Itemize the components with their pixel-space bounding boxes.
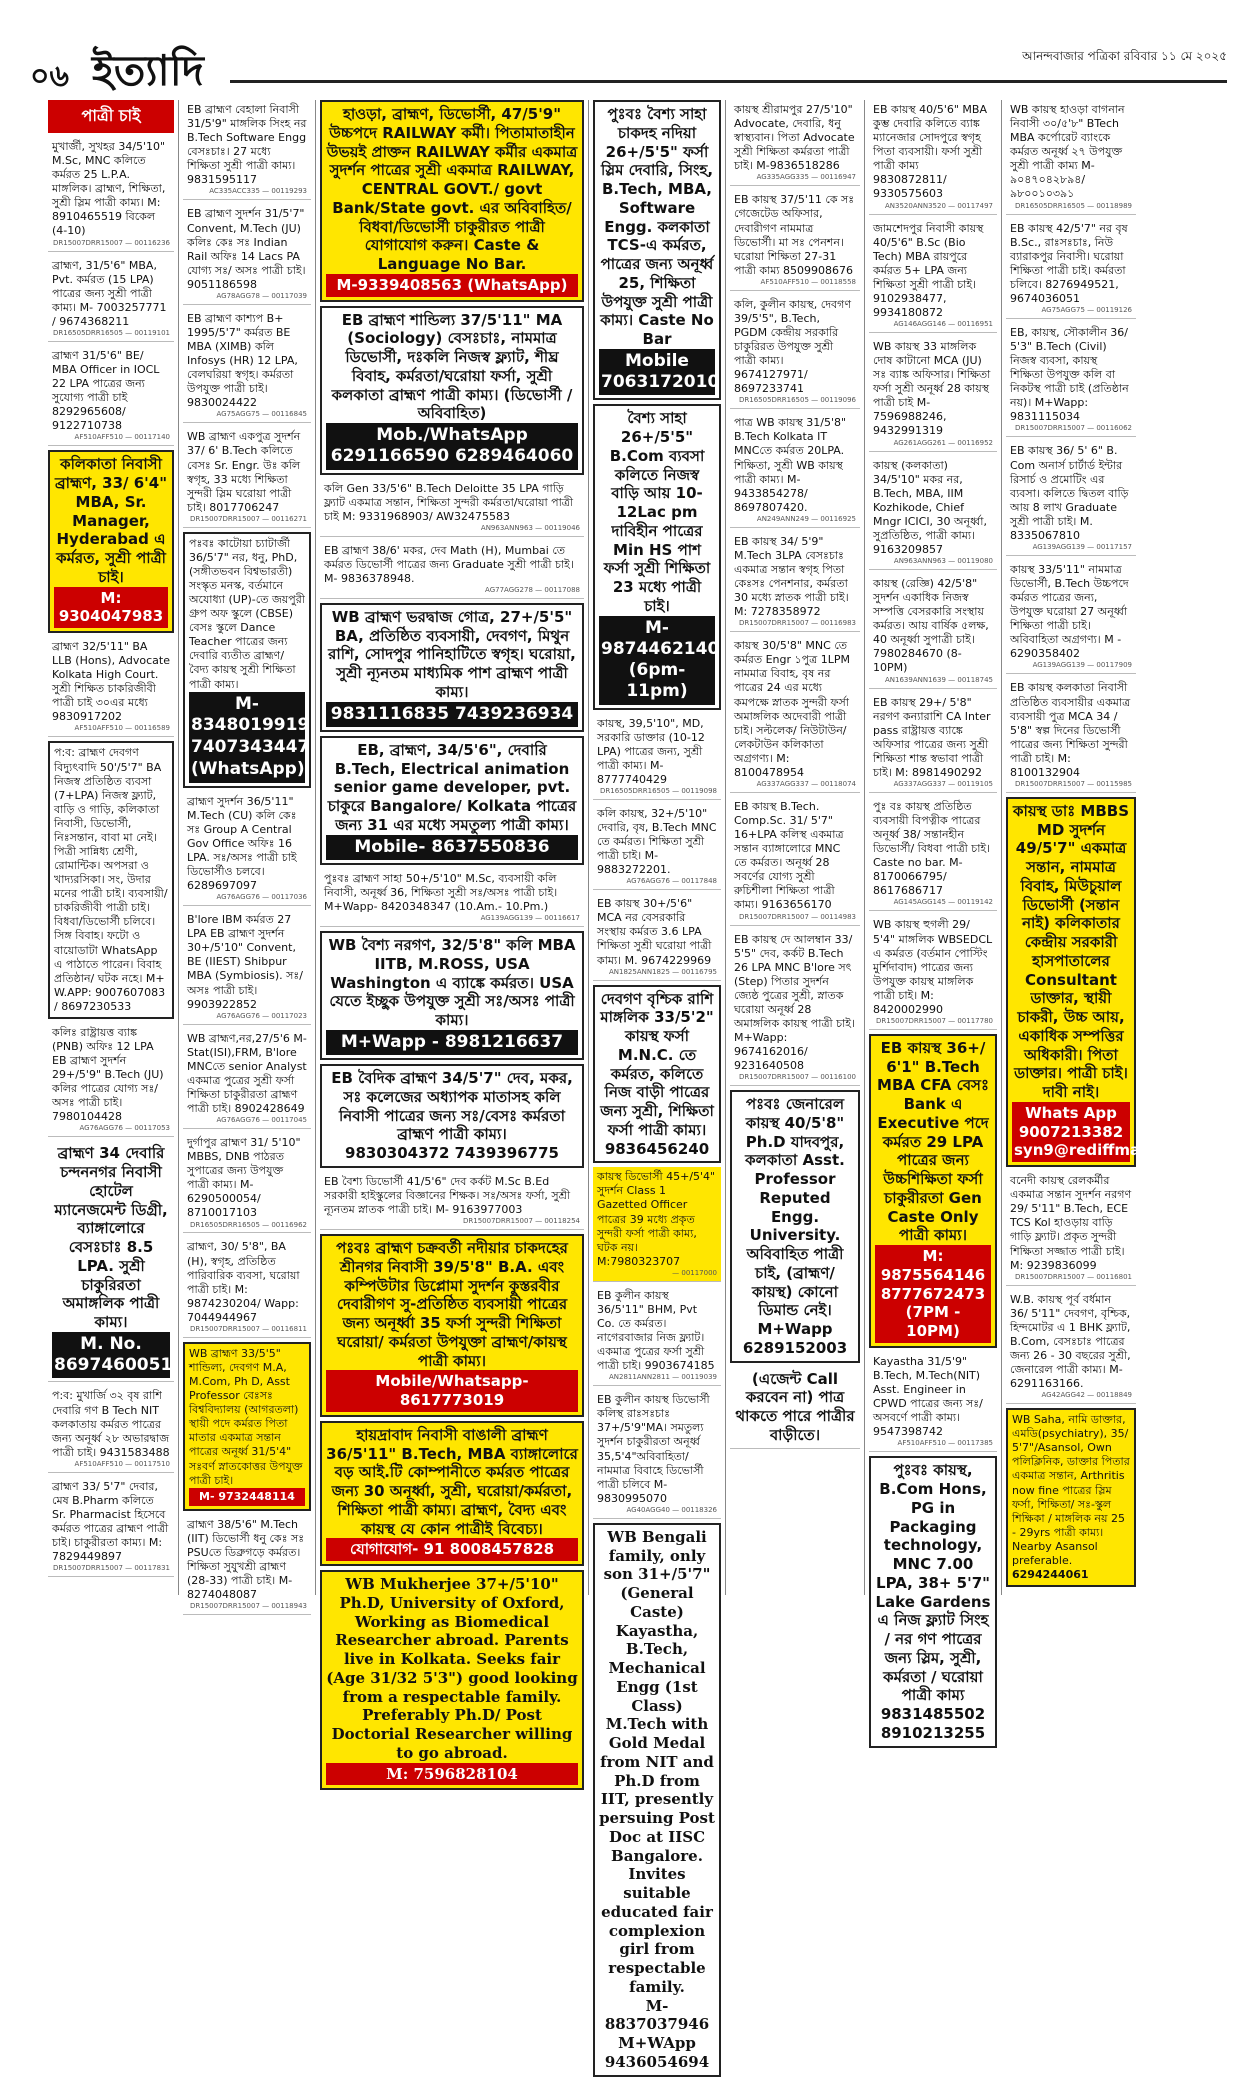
ad-text: কায়স্থ ডাঃ MBBS MD সুদর্শন 49/5'7" একমাত্র সন্তান, নামমাত্র বিবাহ, মিউচুয়াল ডিভোর্সী (সন্তান নাই) কলিকাতার কেন্দ্রীয় সরকারী হাসপাতালের Consultant ডাক্তার, স্থায়ী চাকরী, উচ্চ আয়, একাধিক সম্পত্তির অধিকারী। পিতা ডাক্তার। পাত্রী চাই। দাবী নাই।	[1012, 801, 1130, 1102]
ad-code: AG76AGG76 — 00117045	[216, 1116, 307, 1125]
classified-ad	[48, 137, 174, 252]
classified-ad	[869, 797, 997, 912]
classified-ad	[730, 190, 860, 290]
ad-text: B'lore IBM কর্মরত 27 LPA EB ব্রাহ্মণ সুদর্শন 30+/5'10" Convent, BE (IIEST) Shibpur MBA (Symbiosis). সঃ/অসঃ পাত্রী চাই। 9903922852	[187, 913, 303, 1011]
classified-ad	[48, 637, 174, 737]
ad-text: ব্রাহ্মণ 38/5'6" M.Tech (IIT) ডিভোর্সী ধনু কেঃ সঃ PSUতে ডিব্রুগড়ে কর্মরত। শিক্ষিতা সুযুখশ্রী ব্রাহ্মণ (28-33) পাত্রী চাই। M- 8274048087	[187, 1517, 305, 1602]
classified-ad	[320, 100, 584, 302]
classified-ad	[1006, 797, 1191, 1167]
ad-code: DR16505DRR16505 — 00118989	[1015, 201, 1132, 210]
classified-ad	[183, 910, 311, 1025]
ad-code: AF510AFF510 — 00117385	[897, 1439, 993, 1448]
classified-ad	[730, 295, 860, 410]
classified-ad	[183, 1515, 311, 1615]
classified-ad	[183, 532, 311, 788]
ad-code: AG337AGG337 — 00119105	[893, 779, 993, 788]
classified-ad	[869, 100, 997, 215]
ad-code: DR15007DRR15007 — 00116062	[1015, 424, 1132, 433]
ad-code: DR16505DRR16505 — 00119098	[600, 786, 717, 795]
classified-ad	[730, 532, 860, 632]
classified-ad	[183, 1133, 311, 1233]
classified-ad	[320, 1172, 584, 1230]
ad-text: WB Bengali family, only son 31+/5'7" (General Caste) Kayastha, B.Tech, Mechanical Engg (1st Class) M.Tech with Gold Medal from NIT and Ph.D from IIT, presently persuing Post Doc at IISC Bangalore. Invites suitable educated fair complexion girl from respectable family.	[599, 1527, 715, 1996]
ad-text: EB বৈশ্য ডিভোর্সী 41/5'6" দেব কর্কট M.Sc B.Ed সরকারী হাইস্কুলের বিজ্ঞানের শিক্ষক। সঃ/অসঃ ফর্সা, সুশ্রী ন্যূনতম স্নাতক পাত্রী চাই। M- 9163977003	[324, 1174, 571, 1216]
classified-ad	[730, 1367, 860, 1449]
ad-text: EB, ব্রাহ্মণ, 34/5'6", দেবারি B.Tech, Electrical animation senior game developer, pvt. চাকুরে Bangalore/ Kolkata পাত্রের জন্য 31 এর মধ্যে সমতুল্য পাত্রী কাম্য।	[327, 740, 577, 834]
ad-text: ব্রাহ্মণ 33/ 5'7" দেবার, মেষ B.Pharm কলিতে Sr. Pharmacist হিসেবে কর্মরত পাত্রের ব্রাহ্মণ পাত্রী চাই। চাকুরীরতা কাম্য। M: 7829449897	[52, 1479, 169, 1564]
classified-ad	[48, 1477, 174, 1577]
classified-ad	[869, 1034, 997, 1348]
ad-text: দুর্গাপুর ব্রাহ্মণ 31/ 5'10" MBBS, DNB পাঠরত সুপাত্রের জন্য উপযুক্ত পাত্রী কাম্য। M- 6290500054/ 8710017103	[187, 1136, 301, 1220]
classified-ad	[593, 100, 721, 400]
ad-phone: M-9874462140 (6pm-11pm)	[599, 616, 715, 705]
ad-phone: 6294244061	[1012, 1568, 1089, 1582]
ad-text: EB কায়স্থ B.Tech. Comp.Sc. 31/ 5'7" 16+LPA কলিস্থ একমাত্র সন্তান ব্যাঙ্গালোরে MNC তে কর্মরত। অনূর্ধ্ব 28 সবর্ণের যোগ্য সুশ্রী রুচিশীলা শিক্ষিতা পাত্রী কাম্য। 9163656170	[734, 799, 844, 912]
ad-code: AG139AGG139 — 00116617	[480, 914, 580, 923]
classified-ad	[593, 985, 721, 1164]
ad-text: WB Mukherjee 37+/5'10" Ph.D, University of Oxford, Working as Biomedical Researcher abroad. Parents live in Kolkata. Seeks fair (Age 31/32 5'3") good looking from a respectable family. Preferably Ph.D/ Post Doctorial Researcher willing to go abroad.	[326, 1575, 578, 1762]
ad-text: কায়স্থ 33/5'11" নামমাত্র ডিভোর্সী, B.Tech উচ্চপদে কর্মরত পাত্রের জন্য, উপযুক্ত ঘরোয়া 27 অনূর্ধ্বা শিক্ষিতা পাত্রী চাই। অবিবাহিতা অগ্রগণ্য। M - 6290358402	[1010, 562, 1129, 661]
ad-text: কায়স্থ, 39,5'10", MD, সরকারি ডাক্তার (10-12 LPA) পাত্রের জন্য, সুশ্রী পাত্রী কাম্য। M- 8777740429	[597, 716, 705, 786]
ad-text: জামশেদপুর নিবাসী কায়স্থ 40/5'6" B.Sc (Bio Tech) MBA রায়পুরে কর্মরত 5+ LPA জন্য শিক্ষিতা সুশ্রী পাত্রী চাই। 9102938477, 9934180872	[873, 221, 984, 319]
classified-ad	[869, 219, 997, 334]
ad-text: EB কুলীন কায়স্থ ডিভোর্সী কলিস্থ রাঃসঃচাঃ 37+/5'9"MA। সমতুল্য সুদর্শন চাকুরীরতা অনূর্ধ্ব 35,5'4"অবিবাহিতা/ নামমাত্র বিবাহে ডিভোর্সী পাত্রী চলিবে M-9830995070	[597, 1393, 710, 1505]
ad-phone: M-9339408563 (WhatsApp)	[326, 274, 578, 297]
column-6	[865, 100, 1002, 1742]
ad-text: EB ব্রাহ্মণ 38/6' মকর, দেব Math (H), Mumbai তে কর্মরত ডিভোর্সী পাত্রের জন্য Graduate সুশ্রী পাত্রী চাই। M- 9836378948.	[324, 543, 574, 585]
ad-code: DR15007DRR15007 — 00118254	[463, 1217, 580, 1226]
ad-text: WB ব্রাহ্মণ,নর,27/5'6 M-Stat(ISI),FRM, B'lore MNCতে senior Analyst একমাত্র পুত্রের সুশ্রী ফর্সা শিক্ষিতা চাকুরীরতা ব্রাহ্মণ পাত্রী চাই। 8902428649	[187, 1031, 307, 1116]
ad-text: কলি, কুলীন কায়স্থ, দেবগণ 39/5'5", B.Tech, PGDM কেন্দ্রীয় সরকারি চাকুরিরত উপযুক্ত সুশ্রী পাত্রী কাম্য। 9674127971/ 8697233741	[734, 297, 851, 396]
classified-ad	[593, 1286, 721, 1386]
ad-text: EB ব্রাহ্মণ সুদর্শন 31/5'7" Convent, M.Tech (JU) কলিঃ কেঃ সঃ Indian Rail অফিঃ 14 Lacs PA যোগ্য সঃ/ অসঃ পাত্রী চাই। 9051186598	[187, 207, 306, 291]
classified-ad	[869, 1456, 997, 1747]
classified-ad	[48, 256, 174, 342]
ad-text: কায়স্থ ডিভোর্সী 45+/5'4" সুদর্শন Class 1 Gazetted Officer পাত্রের 39 মধ্যে প্রকৃত সুন্দরী ফর্সা পাত্রী কাম্য, ঘটক নয়। M:7980323707	[597, 1170, 716, 1268]
ad-text: WB কায়স্থ হুগলী 29/ 5'4" মাঙ্গলিক WBSEDCL এ কর্মরত (বর্তমান পোস্টিং মুর্শিদাবাদ) পাত্রের জন্য উপযুক্ত কায়স্থ মাঙ্গলিক পাত্রী চাই। M: 8420002990	[873, 918, 993, 1016]
ad-text: কায়স্থ (রেজ্ঞি) 42/5'8" সুদর্শন একাধিক নিজস্ব সম্পত্তি বেসরকারি সংস্থায় কর্মরত। আয় বার্ষিক ৫লক্ষ, 40 অনূর্ধ্বা সুপাত্রী চাই। 7980284670 (8-10PM)	[873, 577, 989, 675]
classified-ad	[48, 450, 174, 633]
ad-text: পঃবঃ ব্রাহ্মণ চক্রবর্তী নদীয়ার চাকদহের শ্রীনগর নিবাসী 39/5'8" B.A. এবং কম্পিউটার ডিপ্লোমা সুদর্শন কুস্তরবীর দেবারীগণ সু-প্রতিষ্ঠিত ব্যবসায়ী পাত্রের জন্য অনূর্ধ্বা 35 ফর্সা সুন্দরী শিক্ষিতা ঘরোয়া/ কর্মরতা উপযুক্তা ব্রাহ্মণ/কায়স্থ পাত্রী কাম্য।	[336, 1239, 568, 1370]
ad-phone: M: 9875564146 8777672473 (7PM - 10PM)	[875, 1245, 991, 1343]
classified-ad	[730, 413, 860, 528]
ad-code: AN963ANN963 — 00119046	[480, 523, 580, 532]
classified-ad	[320, 869, 584, 927]
ad-text: EB ব্রাহ্মণ কাশ্যপ B+ 1995/5'7" কর্মরত BE MBA (XIMB) কলি Infosys (HR) 12 LPA, বেলঘরিয়া স্বগৃহ। কর্মরতা উপযুক্ত পাত্রী চাই। 9830024422	[187, 311, 298, 410]
ad-code: AN1825ANN1825 — 00116795	[609, 967, 717, 976]
ad-text: পুঃ বঃ কায়স্থ প্রতিষ্ঠিত ব্যবসায়ী বিপত্নীক পাত্রের অনূর্ধ্ব 38/ সন্তানহীন ডিভোর্সী/ বিধবা পাত্রী চাই। Caste no bar. M-8170066795/ 8617686717	[873, 799, 991, 898]
ad-text: কলিকাতা নিবাসী ব্রাহ্মণ, 33/ 6'4" MBA, Sr. Manager, Hyderabad এ কর্মরত, সুশ্রী পাত্রী চাই।	[54, 455, 168, 586]
classified-ad	[183, 309, 311, 424]
ad-text: ব্রাহ্মণ 34 দেবারি চন্দননগর নিবাসী হোটেল ম্যানেজমেন্ট ডিগ্রী, ব্যাঙ্গালোরে বেসঃচাঃ 8.5 LPA. সুশ্রী চাকুরিরতা অমাঙ্গলিক পাত্রী কাম্য।	[54, 1144, 168, 1332]
ad-code: DR16505DRR16505 — 00116962	[190, 1220, 307, 1229]
classified-ad	[320, 306, 584, 475]
ad-text: EB কায়স্থ 30+/5'6" MCA নর বেসরকারি সংস্থায় কর্মরত 3.6 LPA শিক্ষিতা সুশ্রী ঘরোয়া পাত্রী কাম্য। M. 9674229969	[597, 897, 712, 967]
classified-ad	[1006, 100, 1136, 215]
ad-text: EB ব্রাহ্মণ বেহালা নিবাসী 31/5'9" মাঙ্গলিক সিংহ নর B.Tech Software Engg বেসঃচাঃ। 27 মধ্যে শিক্ষিতা সুশ্রী পাত্রী কাম্য। 9831595117	[187, 103, 307, 187]
ad-text: প:ব: মুখার্জি ৩২ বৃষ রাশি দেবারি গণ B Tech NIT কলকাতায় কর্মরত পাত্রের জন্য অনূর্ধ্ব ২৮ অভারদ্বাজ পাত্রী চাই। 9431583488	[52, 1389, 170, 1459]
classified-ad	[1006, 1171, 1136, 1286]
ad-code: DR15007DRR15007 — 00116811	[190, 1324, 307, 1333]
ad-text: ব্রাহ্মণ, 31/5'6" MBA, Pvt. কর্মরত (15 LPA) পাত্রের জন্য সুশ্রী পাত্রী কাম্য। M- 7003257771 / 9674368211	[52, 258, 167, 328]
ad-text: EB কায়স্থ 36/ 5' 6" B. Com অনার্স চার্টার্ড ইন্টার রিসার্চ ও প্রমোটিং এর ব্যবসা। কলিতে দ্বিতল বাড়ি আয় 8 লাখ Graduate সুশ্রী পাত্রী চাই। M. 8335067810	[1010, 444, 1129, 542]
classified-ad	[320, 736, 584, 865]
ad-code: AG146AGG146 — 00116951	[893, 320, 993, 329]
ad-text: দেবগণ বৃশ্চিক রাশি মাঙ্গলিক 33/5'2" কায়স্থ ফর্সা M.N.C. তে কর্মরত, কলিতে নিজ বাড়ী পাত্রের জন্য সুশ্রী, শিক্ষিতা ফর্সা পাত্রী কাম্য।	[600, 989, 714, 1139]
ad-text: বৈশ্য সাহা 26+/5'5" B.Com ব্যবসা কলিতে নিজস্ব বাড়ি আয় 10-12Lac pm দাবিহীন পাত্রের Min HS পাশ ফর্সা সুশ্রী শিক্ষিতা 23 মধ্যে পাত্রী চাই।	[603, 409, 711, 615]
ad-text: EB কায়স্থ 29+/ 5'8" নরগণ কন্যারাশি CA Inter pass রাষ্ট্রায়ত্ত ব্যাঙ্কে অফিসার পাত্রের জন্য সুশ্রী শিক্ষিতা শান্ত স্বভাবা পাত্রী চাই। M: 8981490292	[873, 695, 991, 779]
ad-text: EB, কায়স্থ, সৌকালীন 36/ 5'3" B.Tech (Civil) নিজস্ব ব্যবসা, কায়স্থ শিক্ষিতা উপযুক্ত কলি বা নিকটস্থ পাত্রী চাই (প্রতিষ্ঠান নয়)। M+Wapp: 9831115034	[1010, 325, 1129, 424]
column-2	[179, 100, 316, 1611]
classified-ad	[183, 792, 311, 907]
ad-code: AG139AGG139 — 00117157	[1032, 542, 1132, 551]
ad-code: AF510AFF510 — 00116589	[74, 724, 170, 733]
classified-ad	[183, 100, 311, 200]
ad-text: ব্রাহ্মণ 32/5'11" BA LLB (Hons), Advocate Kolkata High Court. সুশ্রী শিক্ষিত চাকরিজীবী পাত্রী চাই ৩০এর মধ্যে 9830917202	[52, 640, 171, 724]
ad-text: WB ব্রাহ্মণ 33/5'5" শান্ডিল্য, দেবগণ M.A, M.Com, Ph D, Asst Professor বেঃসঃ বিশ্ববিদ্যালয় (আগরতলা) স্থায়ী পদে কর্মরত পিতা মাতার একমাত্র সন্তান পাত্রের অনূর্ধ্ব 31/5'4" সঃবর্ণ স্নাতকোত্তর উপযুক্ত পাত্রী চাই।	[189, 1346, 303, 1487]
column-4	[589, 100, 726, 2071]
column-7	[1002, 100, 1191, 1595]
ad-text: হায়দ্রাবাদ নিবাসী বাঙালী ব্রাহ্মণ 36/5'11" B.Tech, MBA ব্যাঙ্গালোরে বড় আই.টি কোম্পানীতে কর্মরত পাত্রের জন্য 30 অনূর্ধ্বা, সুশ্রী, ঘরোয়া/কর্মরতা, শিক্ষিতা পাত্রী কাম্য। ব্রাহ্মণ, বৈদ্য এবং কায়স্থ যে কোন পাত্রীই বিবেচ্য।	[326, 1425, 578, 1538]
classified-ad	[48, 1141, 174, 1382]
ad-code: DR15007DRR15007 — 00117831	[53, 1564, 170, 1573]
ad-text: EB কায়স্থ 40/5'6" MBA কুম্ভ দেবারি কলিতে ব্যাঙ্ক ম্যানেজার সোদপুরে স্বগৃহ পিতা ব্যবসায়ী। ফর্সা সুশ্রী পাত্রী কাম্য 9830872811/ 9330575603	[873, 103, 987, 201]
classified-ad	[183, 1342, 311, 1511]
category-tag: পাত্রী চাই	[48, 100, 174, 133]
column-3	[316, 100, 589, 1783]
ad-code: AC335ACC335 — 00119293	[209, 187, 307, 196]
ad-code: AG139AGG139 — 00117909	[1032, 661, 1132, 670]
ad-phone: M: 9304047983	[54, 587, 168, 629]
page-number: ০৬	[30, 59, 70, 94]
ad-text: EB কায়স্থ কলকাতা নিবাসী প্রতিষ্ঠিত ব্যবসায়ীর একমাত্র ব্যবসায়ী পুত্র MCA 34 / 5'8" স্বল্প দিনের ডিভোর্সী পাত্রের জন্য শিক্ষিতা সুন্দরী পাত্রী চাই। M: 8100132904	[1010, 681, 1131, 779]
ad-code: AG76AGG76 — 00117023	[216, 1011, 307, 1020]
classified-ad	[183, 1237, 311, 1337]
ad-text: পুঃবঃ বৈশ্য সাহা চাকদহ নদিয়া 26+/5'5" ফর্সা স্লিম দেবারি, সিংহ, B.Tech, MBA, Software Engg. কলকাতা TCS-এ কর্মরত, পাত্রের জন্য অনূর্ধ্ব 25, শিক্ষিতা উপযুক্ত সুশ্রী পাত্রী কাম্য। Caste No Bar	[600, 105, 714, 348]
classified-ad	[48, 346, 174, 446]
ad-phone: M-8348019919 7407343447 (WhatsApp)	[189, 692, 305, 783]
section-title: ইত্যাদি	[92, 46, 204, 95]
ad-phone: Mobile- 8637550836	[326, 835, 578, 860]
ad-code: AN963ANN963 — 00119080	[893, 557, 993, 566]
ad-text: কায়স্থ (কলকাতা) 34/5'10" মকর নর, B.Tech, MBA, IIM Kozhikode, Chief Mngr ICICI, 30 অনূর্ধ্বা, সুপ্রতিষ্ঠিত, পাত্রী কাম্য। 9163209857	[873, 458, 987, 556]
ad-text: EB বৈদিক ব্রাহ্মণ 34/5'7" দেব, মকর, সঃ কলেজের অধ্যাপক মাতাসহ কলি নিবাসী পাত্রের জন্য সঃ/বেসঃ কর্মরতা ব্রাহ্মণ পাত্রী কাম্য।	[331, 1069, 573, 1144]
classified-ad	[730, 797, 860, 926]
classified-ad	[730, 100, 860, 186]
ad-text: WB কায়স্থ হাওড়া বাগনান নিবাসী ৩০/৫'৮" BTech MBA কর্পোরেট ব্যাংকে কর্মরত অনূর্ধ্ব ২৭ উপযুক্ত সুশ্রী পাত্রী কাম্য M- ৯০৪৭০৪২৮৯৪/ ৯৮০০১০৩৯১	[1010, 103, 1125, 201]
ad-code: DR15007DRR15007 — 00114983	[739, 912, 856, 921]
ad-text: পুঃবঃ কায়স্থ, B.Com Hons, PG in Packaging technology, MNC 7.00 LPA, 38+ 5'7" Lake Gardens এ নিজ ফ্ল্যাট সিংহ / নর গণ পাত্রের জন্য স্লিম, সুশ্রী, কর্মরতা / ঘরোয়া পাত্রী কাম্য	[875, 1461, 991, 1705]
classified-ad	[320, 1570, 584, 1790]
classified-ad	[1006, 1290, 1136, 1405]
ad-phone: যোগাযোগ- 91 8008457828	[326, 1538, 578, 1561]
ad-text: EB কুলীন কায়স্থ 36/5'11" BHM, Pvt Co. তে কর্মরত। নাগেরবাজার নিজ ফ্ল্যাট। একমাত্র পুত্রের ফর্সা সুশ্রী পাত্রী চাই। 9903674185	[597, 1288, 715, 1373]
ad-code: AG75AGG75 — 00119126	[1041, 305, 1132, 314]
ad-text: EB কায়স্থ 37/5'11 কে সঃ গেজেটেড অফিসার, দেবারীগণ নামমাত্র ডিভোর্সী। মা সঃ পেনশন। ঘরোয়া শিক্ষিতা 27-31 পাত্রী কাম্য 8509908676	[734, 193, 855, 277]
ad-text: EB কায়স্থ 36+/ 6'1" B.Tech MBA CFA বেসঃ Bank এ Executive পদে কর্মরত 29 LPA পাত্রের জন্য উচ্চশিক্ষিতা ফর্সা চাকুরীরতা Gen Caste Only পাত্রী কাম্য।	[877, 1038, 989, 1245]
ad-phone: Mobile 7063172010	[599, 349, 715, 396]
classified-ad	[869, 337, 997, 452]
ad-text: পাত্র WB কায়স্থ 31/5'8" B.Tech Kolkata IT MNCতে কর্মরত 20LPA. শিক্ষিতা, সুশ্রী WB কায়স্থ পাত্রী কাম্য। M-9433854278/ 8697807420.	[734, 416, 847, 514]
ad-phone: 9836456240	[604, 1139, 710, 1158]
classified-ad	[48, 741, 174, 1018]
ad-text: WB Saha, নামি ডাক্তার, এমডি(psychiatry), 35/ 5'7"/Asansol, Own পলিক্লিনিক, ডাক্তার পিতার একমাত্র সন্তান, Arthritis now fine পাত্রের স্লিম ফর্সা, শিক্ষিতা/ সঃ-স্কুল শিক্ষিকা / মাঙ্গলিক নয় 25 - 29yrs পাত্রী কাম্য। Nearby Asansol preferable.	[1012, 1413, 1130, 1567]
classified-ad	[593, 894, 721, 980]
ad-code: AF510AFF510 — 00117510	[74, 1459, 170, 1468]
ad-text: প:ব: ব্রাহ্মণ দেবগণ বিদ্যুৎবাদি 50'/5'7" BA নিজস্ব প্রতিষ্ঠিত ব্যবসা (7+LPA) নিজস্ব ফ্ল্যাট, বাড়ি ও গাড়ি, কলিকাতা নিবাসী, ডিভোর্সী, নিঃসন্তান, বাবা মা নেই। পিত্রী সান্নিধ্য শ্রেণী, রোমান্টিক। অপসরা ও খাদ্যরসিকা। সং, উদার মনের পাত্রী চাই। ব্যবসায়ী/ চাকরিজীবী পাত্রী চাই। বিধবা/ডিভোর্সী চলিবে। সিঙ্গ বিবাহ। ফটো ও বায়োডাটা WhatsApp এ পাঠাতে পারেন। বিবাহ প্রতিষ্ঠান/ ঘটক নহে। M+ W.APP: 9007607083 / 8697230533	[54, 746, 168, 1013]
classified-ad	[869, 915, 997, 1030]
ad-code: AG77AGG278 — 00117088	[485, 585, 580, 594]
classified-ad	[730, 930, 860, 1087]
ad-code: AN249ANN249 — 00116925	[756, 514, 856, 523]
classified-ad	[320, 541, 584, 599]
classified-ad	[320, 479, 584, 537]
classified-ad	[730, 1090, 860, 1363]
ad-text: Kayastha 31/5'9" B.Tech, M.Tech(NIT) Asst. Engineer in CPWD পাত্রের জন্য সঃ/অসবর্ণে পাত্রী কাম্য। 9547398742	[873, 1354, 983, 1439]
ad-code: DR15007DRR15007 — 00116271	[190, 514, 307, 523]
ad-text: পঃবঃ জেনারেল কায়স্থ 40/5'8" Ph.D যাদবপুর, কলকাতা Asst. Professor Reputed Engg. University. অবিবাহিত পাত্রী চাই, (ব্রাহ্মণ/কায়স্থ) কোনো ডিমান্ড নেই।	[745, 1095, 845, 1320]
classified-ad	[593, 804, 721, 890]
classified-ad	[1006, 1408, 1136, 1587]
ad-text: EB কায়স্থ 34/ 5'9" M.Tech 3LPA বেসঃচাঃ একমাত্র সন্তান স্বগৃহ পিতা কেঃসঃ পেনশনার, কর্মরতা 30 মধ্যে স্নাতক পাত্রী চাই। M: 7278358972	[734, 534, 849, 619]
ad-phone: 9831116835 7439236934	[326, 702, 578, 727]
ad-code: AG40AGG40 — 00118326	[626, 1505, 717, 1514]
ad-code: AN3520ANN3520 — 00117497	[885, 201, 993, 210]
classified-ad	[48, 1023, 174, 1138]
ad-code: AF510AFF510 — 00117140	[74, 433, 170, 442]
ad-text: বনেদী কায়স্থ রেলকর্মীর একমাত্র সন্তান সুদর্শন নরগণ 29/ 5'11" B.Tech, ECE TCS Kol হাওড়ায় বাড়ি গাড়ি ফ্ল্যাট। প্রকৃত সুন্দরী শিক্ষিতা সজ্জাত পাত্রী চাই। M: 9239836099	[1010, 1174, 1132, 1272]
masthead: আনন্দবাজার পত্রিকা রবিবার ১১ মে ২০২৫	[1022, 49, 1227, 63]
ad-text: কলি Gen 33/5'6" B.Tech Deloitte 35 LPA গাড়ি ফ্ল্যাট একমাত্র সন্তান, শিক্ষিতা সুন্দরী কর্মরতা/ঘরোয়া পাত্রী চাই M: 9331968903/ AW32475583	[324, 481, 574, 523]
ad-phone: M+Wapp - 8981216637	[326, 1030, 578, 1055]
ad-code: AN2811ANN2811 — 00119039	[609, 1373, 717, 1382]
ad-code: DR15007DRR15007 — 00115985	[1015, 779, 1132, 788]
ad-code: AG42AGG42 — 00118849	[1041, 1391, 1132, 1400]
ad-code: DR15007DRR15007 — 00116236	[53, 238, 170, 247]
ad-text: EB কায়স্থ 42/5'7" নর বৃষ B.Sc., রাঃসঃচাঃ, নিউ ব্যারাকপুর নিবাসী। ঘরোয়া শিক্ষিতা পাত্রী চাই। কর্মরতা চলিবে। 8276949521, 9674036051	[1010, 221, 1128, 305]
ad-phone: M- 8837037946 M+WApp 9436054694	[604, 1996, 710, 2071]
classified-ad	[183, 427, 311, 527]
classified-ad	[183, 204, 311, 304]
ad-code: AF510AFF510 — 00118558	[760, 277, 856, 286]
ad-phone: 9830304372 7439396775	[345, 1144, 559, 1163]
ad-text: WB বৈশ্য নরগণ, 32/5'8" কলি MBA IITB, M.ROSS, USA Washington এ ব্যাঙ্কে কর্মরত। USA যেতে ইচ্ছুক উপযুক্ত সুশ্রী সঃ/অসঃ পাত্রী কাম্য।	[328, 936, 576, 1030]
ad-text: পঃবঃ কাটোয়া চ্যাটার্জী 36/5'7" নর, ধনু, PhD, (সঙ্গীতভবন বিশ্বভারতী) সংস্কৃত মনস্ক, বর্তমানে অযোধ্যা (UP)-তে জয়পুরী গ্রুপ অফ স্কুলে (CBSE) বেসঃ স্কুলে Dance Teacher পাত্রের জন্য দেবারি ব্যতীত ব্রাহ্মণ/ বৈদ্য কায়স্থ সুশ্রী শিক্ষিতা পাত্রী কাম্য।	[189, 536, 305, 691]
ad-text: ব্রাহ্মণ সুদর্শন 36/5'11" M.Tech (CU) কলি কেঃ সঃ Group A Central Gov Office অফিঃ 16 LPA. সঃ/অসঃ পাত্রী চাই ডিভোর্সীও চলবে। 6289697097	[187, 794, 297, 893]
ad-phone: M- 9732448114	[189, 1488, 305, 1506]
classified-ad	[320, 931, 584, 1060]
ad-text: হাওড়া, ব্রাহ্মণ, ডিভোর্সী, 47/5'9" উচ্চপদে RAILWAY কর্মী। পিতামাতাহীন উভয়ই প্রাক্তন RAILWAY কর্মীর একমাত্র সুদর্শন পাত্রের সুশ্রী একমাত্র RAILWAY, CENTRAL GOVT./ govt Bank/State govt. এর অবিবাহিত/বিধবা/ডিভোর্সী চাকুরীরত পাত্রী যোগাযোগ করুন। Caste & Language No Bar.	[326, 105, 578, 273]
ad-text: WB ব্রাহ্মণ একপুত্র সুদর্শন 37/ 6' B.Tech কলিতে বেসঃ Sr. Engr. উঃ কলি স্বগৃহ, 33 মধ্যে শিক্ষিতা সুন্দরী স্লিম ঘরোয়া পাত্রী চাই। 8017706247	[187, 430, 301, 514]
ad-code: AG335AGG335 — 00116947	[756, 173, 856, 182]
ad-code: DR15007DRR15007 — 00118943	[190, 1602, 307, 1611]
ad-text: EB কায়স্থ দে আলম্বান 33/ 5'5" দেব, কর্কট B.Tech 26 LPA MNC B'lore সৎ (Step) পিতার সুদর্শন জ্যেষ্ঠ পুত্রের সুশ্রী, স্নাতক ঘরোয়া অনূর্ধ্ব 28 অমাঙ্গলিক কায়স্থ পাত্রী চাই। M+Wapp: 9674162016/ 9231640508	[734, 932, 855, 1073]
ad-code: AG76AGG76 — 00117036	[216, 893, 307, 902]
ad-phone: M+Wapp 6289152003	[742, 1320, 848, 1357]
classified-ad	[869, 574, 997, 689]
ad-code: DR15007DRR15007 — 00116983	[739, 619, 856, 628]
ad-code: DR15007DRR15007 — 00116100	[739, 1073, 856, 1082]
classified-ad	[869, 693, 997, 793]
classified-ad	[869, 456, 997, 571]
classified-ad	[1006, 560, 1136, 675]
ad-code: DR16505DRR16505 — 00119096	[739, 396, 856, 405]
ad-text: মুখার্জী, সুখহর 34/5'10" M.Sc, MNC কলিতে কর্মরত 25 L.P.A. মাঙ্গলিক। ব্রাহ্মণ, শিক্ষিতা, সুশ্রী স্লিম পাত্রী কাম্য। M: 8910465519 বিকেল (4-10)	[52, 140, 166, 238]
classified-ad	[1006, 441, 1136, 556]
ad-text: ব্রাহ্মণ, 30/ 5'8", BA (H), স্বগৃহ, প্রতিষ্ঠিত পারিবারিক ব্যবসা, ঘরোয়া পাত্রী চাই। M: 9874230204/ Wapp: 7044944967	[187, 1240, 300, 1324]
ad-text: (এজেন্ট Call করবেন না) পাত্র থাকতে পারে পাত্রীর বাড়ীতে।	[735, 1369, 855, 1444]
ad-text: কায়স্থ শ্রীরামপুর 27/5'10" Advocate, দেবারি, ধনু স্বাস্থ্যবান। পিতা Advocate সুশ্রী শিক্ষিতা কর্মরতা পাত্রী চাই। M-9836518286	[734, 103, 855, 173]
classified-ad	[1006, 323, 1136, 438]
ad-text: কায়স্থ 30/5'8" MNC তে কর্মরত Engr ১পুত্র 1LPM নামমাত্র বিবাহ, বৃষ নর পাত্রের 24 এর মধ্যে কমপক্ষে স্নাতক সুন্দরী ফর্সা অমাঙ্গলিক অদেবারী পাত্রী চাই। সল্টলেক/ নিউটাউন/ লেকটাউন কলিকাতা অগ্রগণ্য। M: 8100478954	[734, 639, 850, 779]
ad-phone: M: 7596828104	[326, 1763, 578, 1786]
ad-phone: Mobile/Whatsapp-8617773019	[326, 1370, 578, 1412]
ad-code: AG337AGG337 — 00118074	[756, 779, 856, 788]
ad-code: AG78AGG78 — 00117039	[216, 291, 307, 300]
ad-phone: Mob./WhatsApp 6291166590 6289464060	[326, 423, 578, 470]
ad-code: AG75AGG75 — 00116845	[216, 410, 307, 419]
classified-ad	[1006, 219, 1136, 319]
ad-phone: M. No. 8697460051	[52, 1332, 170, 1379]
classified-ad	[320, 1421, 584, 1566]
classified-ad	[593, 1167, 721, 1282]
ad-code: AN1639ANN1639 — 00118745	[885, 675, 993, 684]
classified-ad	[593, 1523, 721, 2077]
ad-code: AG76AGG76 — 00117848	[626, 877, 717, 886]
classified-ad	[183, 1029, 311, 1129]
ad-text: পুঃবঃ ব্রাহ্মণ সাহা 50+/5'10" M.Sc, ব্যবসায়ী কলি নিবাসী, অনূর্ধ্ব 36, শিক্ষিতা সুশ্রী সঃ/অসঃ পাত্রী চাই। M+Wapp- 8420348347 (10.Am.- 10.Pm.)	[324, 871, 558, 914]
classified-ad	[593, 714, 721, 800]
ad-text: WB ব্রাহ্মণ ভরদ্বাজ গোত্র, 27+/5'5" BA, প্রতিষ্ঠিত ব্যবসায়ী, দেবগণ, মিথুন রাশি, সোদপুর পানিহাটিতে স্বগৃহ। ঘরোয়া, সুশ্রী ন্যূনতম মাধ্যমিক পাশ ব্রাহ্মণ পাত্রী কাম্য।	[328, 607, 576, 701]
classified-ad	[48, 1386, 174, 1472]
header-rule	[230, 80, 1227, 83]
ad-phone: Whats App 9007213382 syn9@rediffmail.com	[1012, 1102, 1130, 1162]
ad-text: ব্রাহ্মণ 31/5'6" BE/ MBA Officer in IOCL 22 LPA পাত্রের জন্য সুযোগ্য পাত্রী চাই 8292965608/ 9122710738	[52, 348, 160, 433]
classified-ad	[593, 404, 721, 709]
ad-phone: 9831485502 8910213255	[880, 1705, 986, 1742]
ad-text: কলি কায়স্থ, 32+/5'10" দেবারি, বৃষ, B.Tech MNC তে কর্মরত। শিক্ষিতা সুশ্রী পাত্রী চাই। M- 9883272201.	[597, 806, 717, 877]
ad-text: EB ব্রাহ্মণ শান্ডিল্য 37/5'11" MA (Sociology) বেসঃচাঃ, নামমাত্র ডিভোর্সী, দঃকলি নিজস্ব ফ্ল্যাট, শীঘ্র বিবাহ, কর্মরতা/ঘরোয়া ফর্সা, সুশ্রী কলকাতা ব্রাহ্মণ পাত্রী কাম্য। (ডিভোর্সী / অবিবাহিত)	[331, 310, 573, 423]
ad-code: — 00117000	[672, 1268, 717, 1277]
column-5	[726, 100, 865, 1595]
column-1	[44, 100, 179, 1595]
classified-ad	[320, 603, 584, 732]
ad-text: WB কায়স্থ 33 মাঙ্গলিক দোষ কাটানো MCA (JU) সঃ ব্যাঙ্ক অফিসার। শিক্ষিতা ফর্সা সুশ্রী অনূর্ধ্ব 28 কায়স্থ পাত্রী চাই M-7596988246, 9432991319	[873, 340, 991, 438]
ad-code: DR15007DRR15007 — 00117780	[876, 1016, 993, 1025]
classified-ad	[730, 636, 860, 793]
ad-code: AG76AGG76 — 00117053	[79, 1124, 170, 1133]
ad-code: DR16505DRR16505 — 00119101	[53, 328, 170, 337]
classified-ad	[1006, 678, 1136, 793]
ad-code: DR15007DRR15007 — 00116801	[1015, 1272, 1132, 1281]
ad-text: কলিঃ রাষ্ট্রায়ত্ত ব্যাঙ্ক (PNB) অফিঃ 12 LPA EB ব্রাহ্মণ সুদর্শন 29+/5'9" B.Tech (JU) কলির পাত্রের যোগ্য সঃ/অসঃ পাত্রী চাই। 7980104428	[52, 1025, 164, 1124]
ad-code: AG145AGG145 — 00119142	[893, 898, 993, 907]
classified-ad	[869, 1352, 997, 1452]
classified-ad	[320, 1064, 584, 1168]
classified-ad	[593, 1390, 721, 1519]
classified-ad	[320, 1234, 584, 1417]
ad-code: AG261AGG261 — 00116952	[893, 438, 993, 447]
ad-text: W.B. কায়স্থ পূর্ব বর্ধমান 36/ 5'11" দেবগণ, বৃশ্চিক, হিন্দমোটর এ 1 BHK ফ্ল্যাট, B.Com, বেসঃচাঃ পাত্রের জন্য 26 - 30 বছরের সুশ্রী, জেনারেল পাত্রী কাম্য। M- 6291163166.	[1010, 1292, 1131, 1391]
page-header	[30, 40, 1227, 95]
